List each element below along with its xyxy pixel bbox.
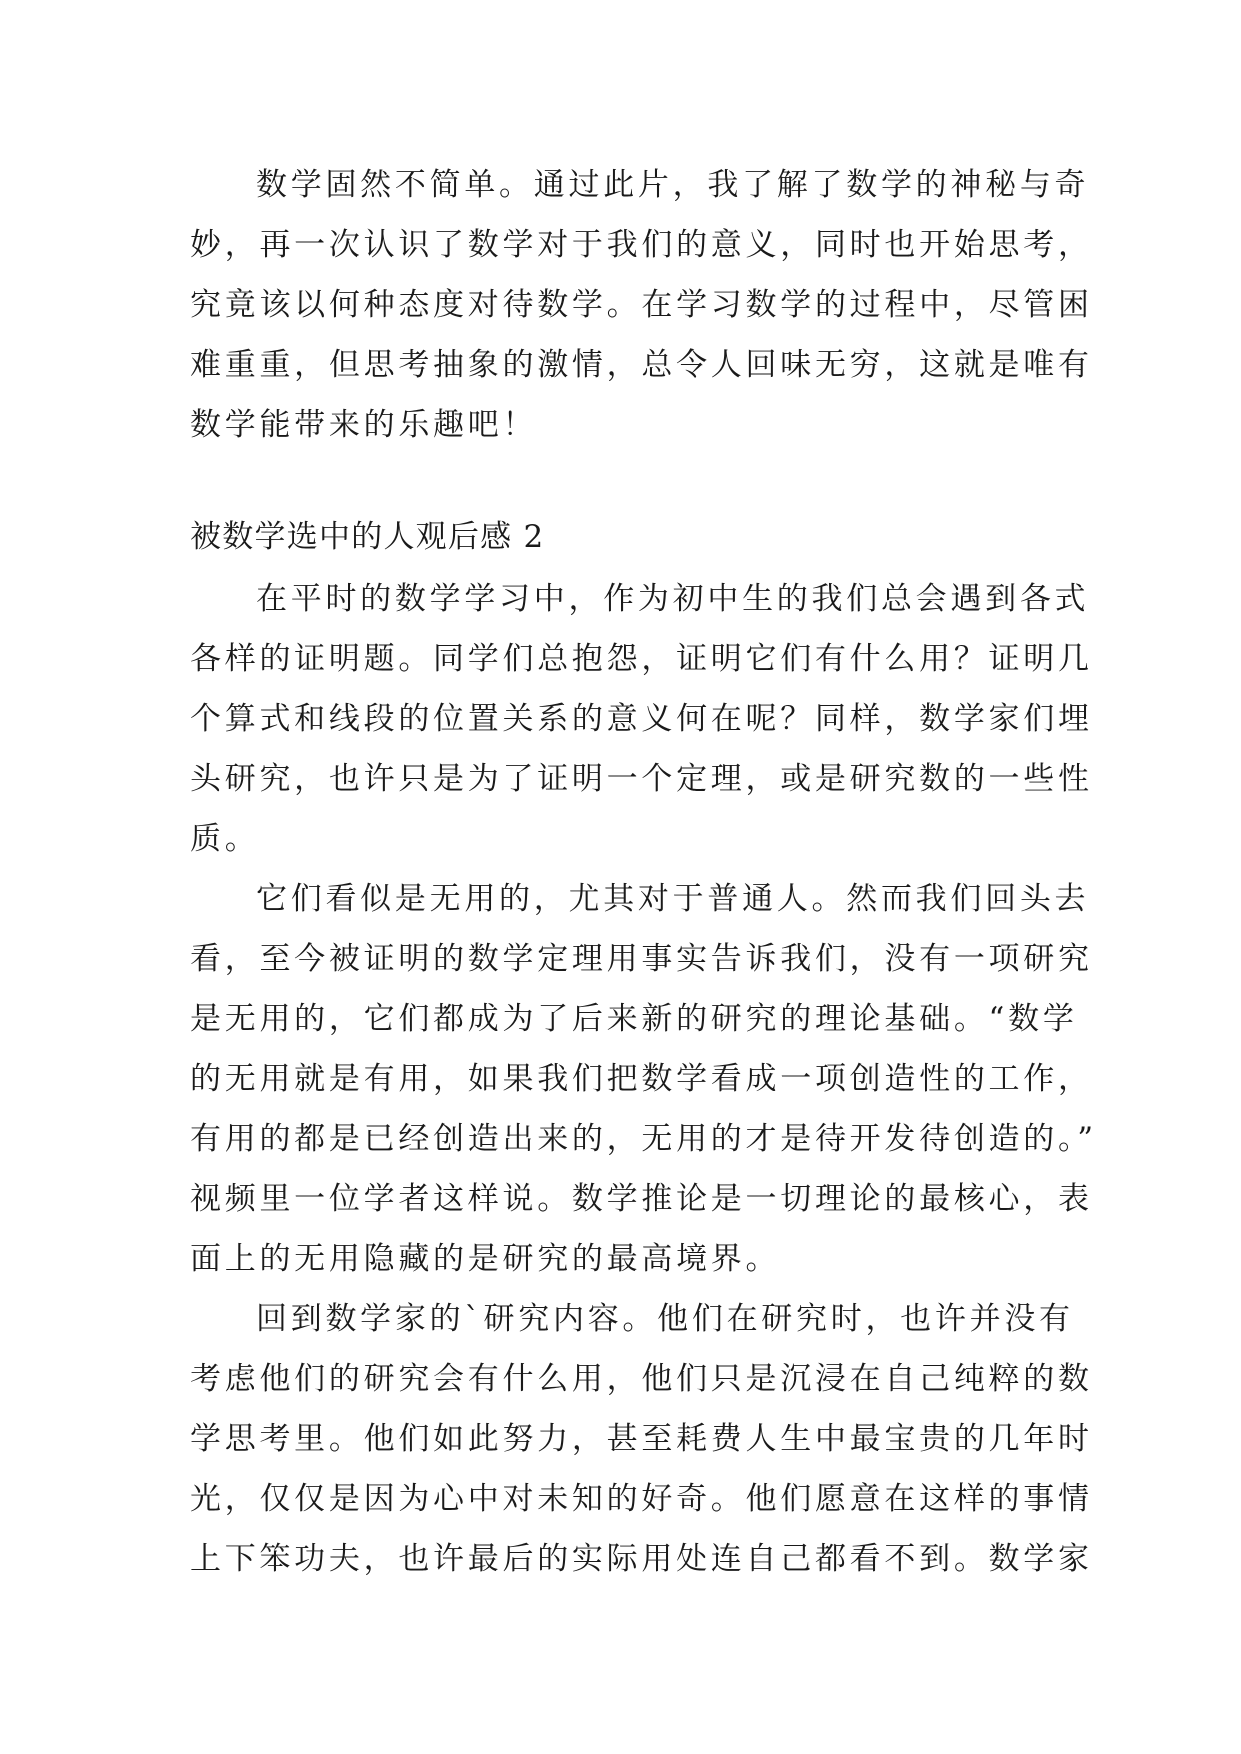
text-line: 上下笨功夫，也许最后的实际用处连自己都看不到。数学家 [190, 1541, 1093, 1577]
paragraph-4 [190, 1289, 1093, 1589]
text-line: 的无用就是有用，如果我们把数学看成一项创造性的工作， [190, 1061, 1093, 1097]
text-line: 是无用的，它们都成为了后来新的研究的理论基础。“数学 [190, 1001, 1078, 1037]
text-line: 有用的都是已经创造出来的，无用的才是待开发待创造的。” [190, 1121, 1097, 1157]
text-line: 各样的证明题。同学们总抱怨，证明它们有什么用？证明几 [190, 641, 1093, 677]
text-line: 它们看似是无用的，尤其对于普通人。然而我们回头去 [256, 881, 1090, 917]
text-line: 妙，再一次认识了数学对于我们的意义，同时也开始思考， [190, 227, 1093, 263]
text-line: 质。 [190, 821, 260, 857]
text-line: 数学固然不简单。通过此片，我了解了数学的神秘与奇 [256, 167, 1090, 203]
paragraph-3 [190, 869, 1097, 1289]
text-line: 看，至今被证明的数学定理用事实告诉我们，没有一项研究 [190, 941, 1093, 977]
text-line: 考虑他们的研究会有什么用，他们只是沉浸在自己纯粹的数 [190, 1361, 1093, 1397]
text-line: 光，仅仅是因为心中对未知的好奇。他们愿意在这样的事情 [190, 1481, 1093, 1517]
text-line: 视频里一位学者这样说。数学推论是一切理论的最核心，表 [190, 1181, 1093, 1217]
text-line: 学思考里。他们如此努力，甚至耗费人生中最宝贵的几年时 [190, 1421, 1093, 1457]
document-page [190, 155, 1097, 1589]
text-line: 面上的无用隐藏的是研究的最高境界。 [190, 1241, 781, 1277]
text-line: 回到数学家的`研究内容。他们在研究时，也许并没有 [256, 1301, 1074, 1337]
text-line: 难重重，但思考抽象的激情，总令人回味无穷，这就是唯有 [190, 347, 1093, 383]
text-line: 在平时的数学学习中，作为初中生的我们总会遇到各式 [256, 581, 1090, 617]
paragraph-1 [190, 155, 1093, 455]
text-line: 头研究，也许只是为了证明一个定理，或是研究数的一些性 [190, 761, 1093, 797]
text-line: 究竟该以何种态度对待数学。在学习数学的过程中，尽管困 [190, 287, 1093, 323]
paragraph-2 [190, 569, 1093, 869]
text-line: 数学能带来的乐趣吧！ [190, 407, 538, 443]
section-gap [190, 455, 1050, 505]
section-heading: 被数学选中的人观后感 2 [190, 519, 545, 555]
text-line: 个算式和线段的位置关系的意义何在呢？同样，数学家们埋 [190, 701, 1093, 737]
